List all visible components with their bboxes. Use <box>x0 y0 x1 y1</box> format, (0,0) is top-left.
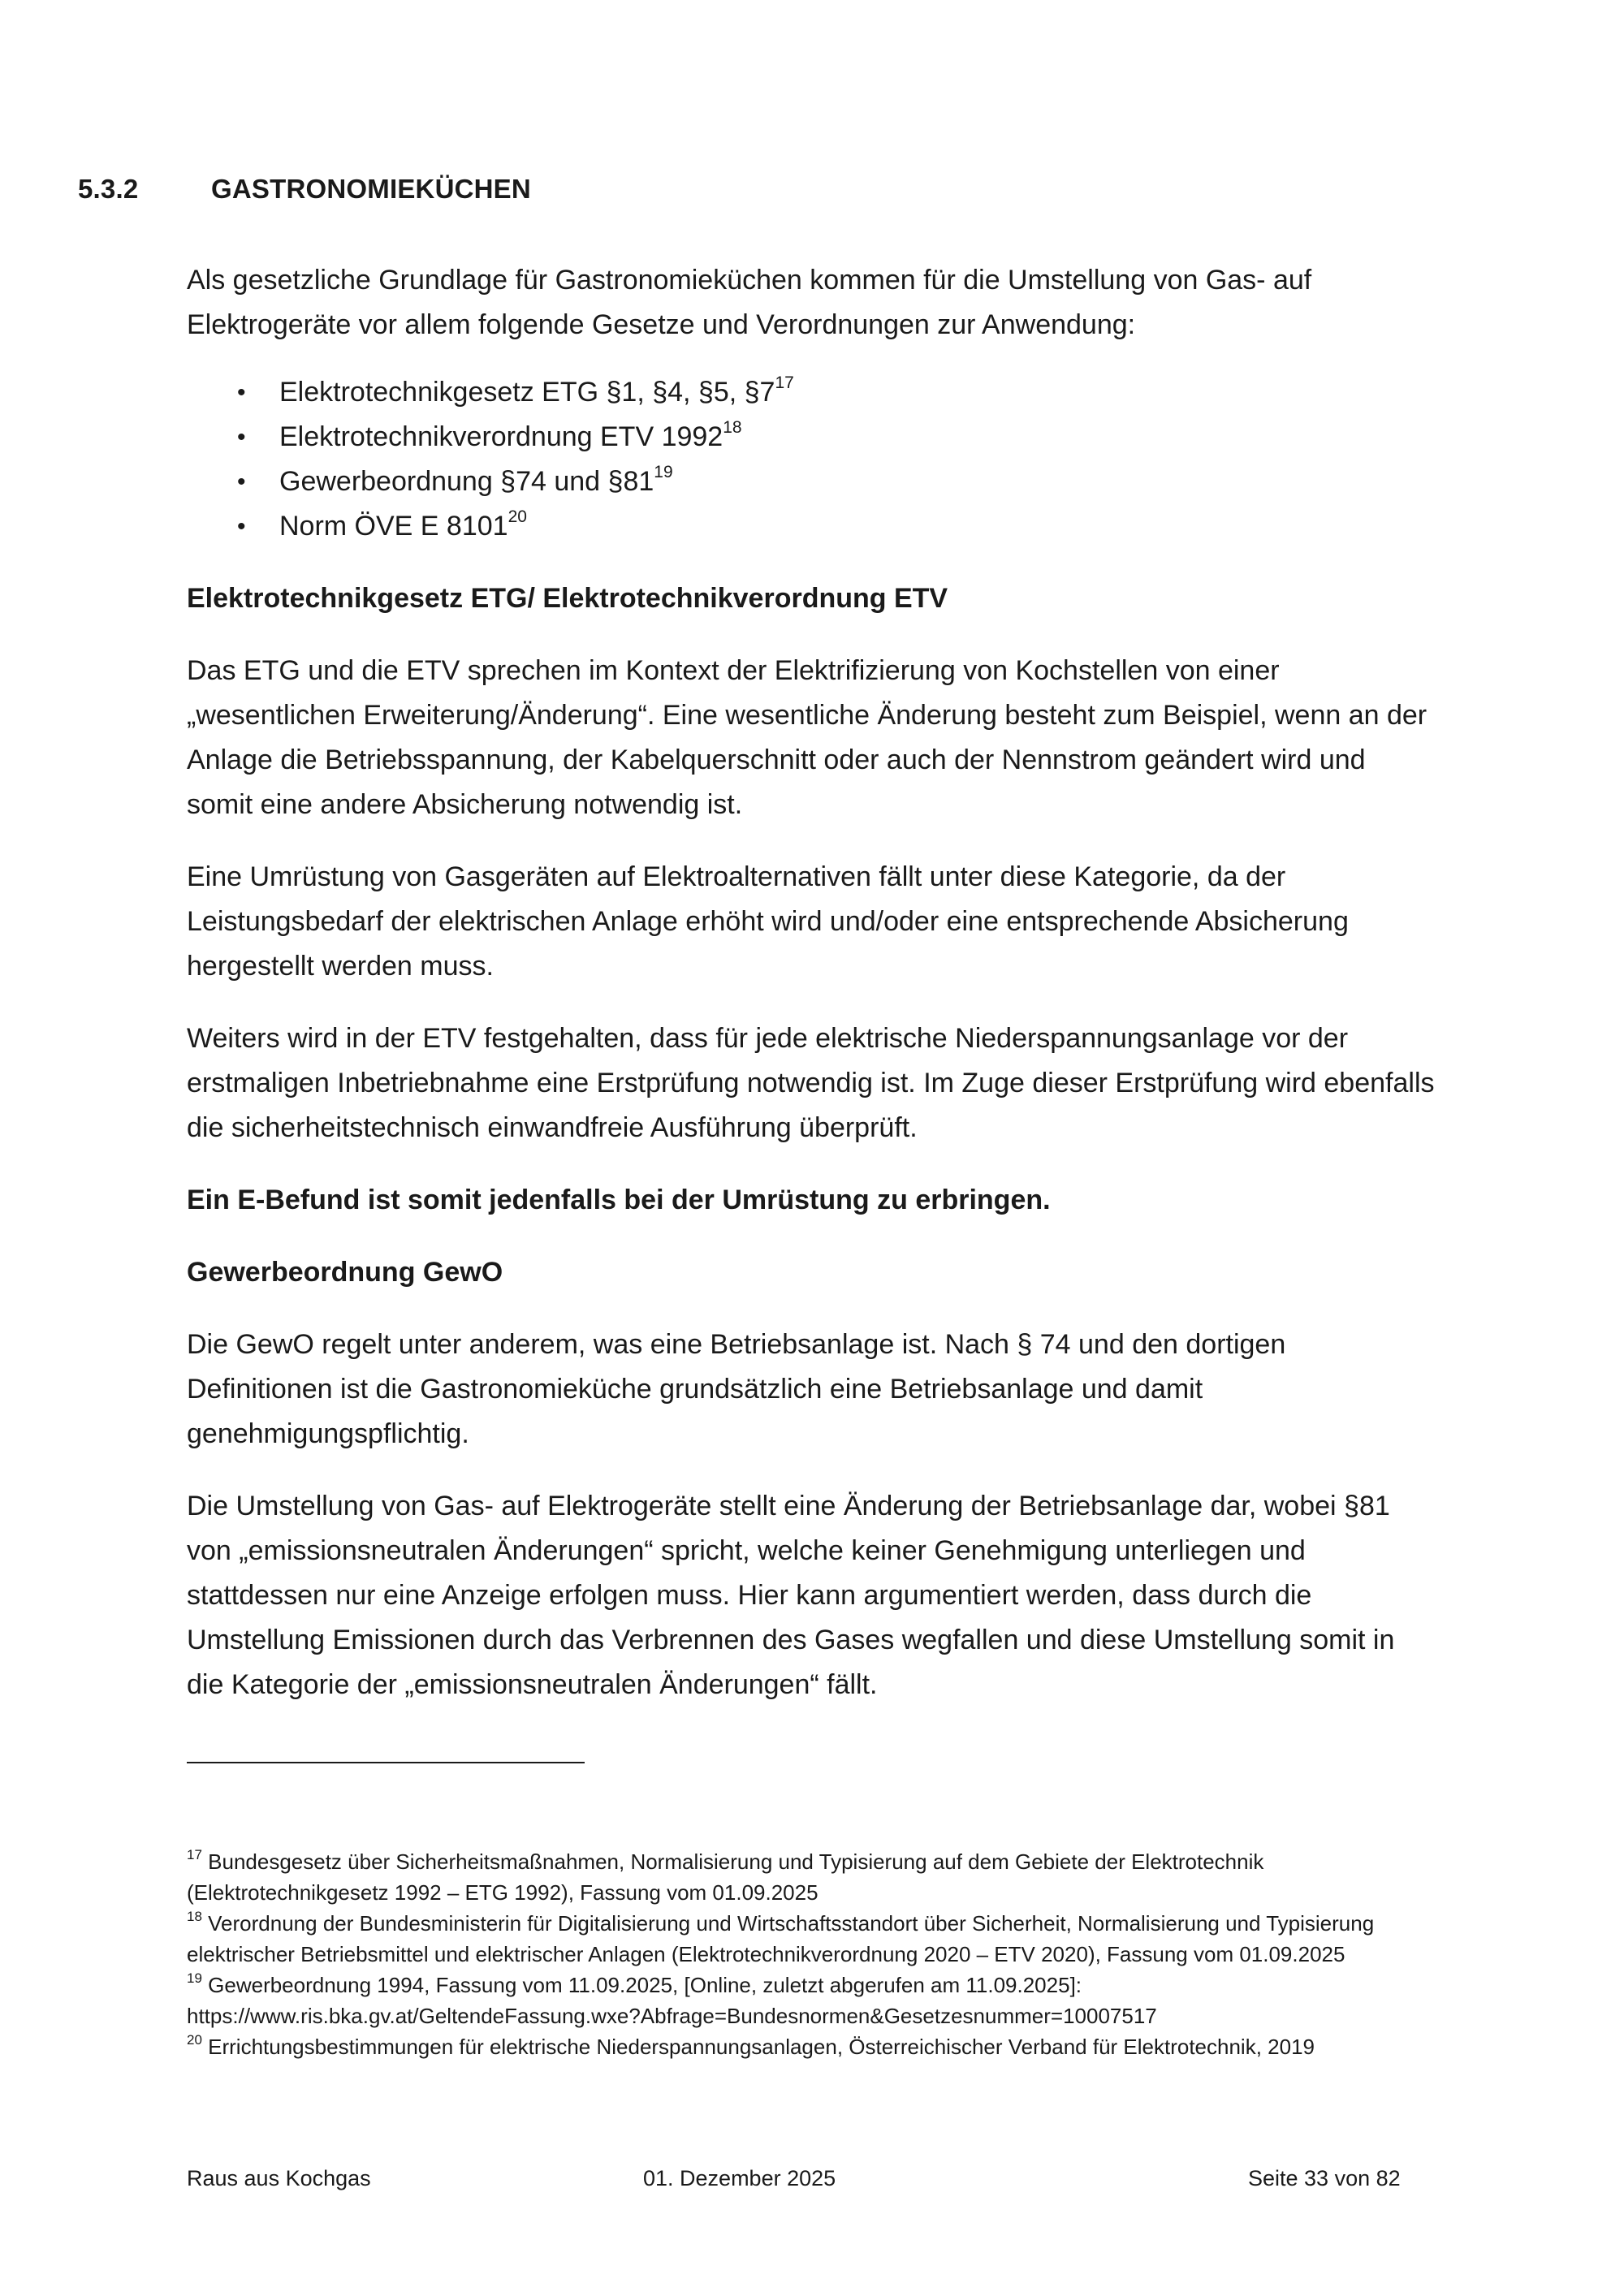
list-item <box>187 460 1437 504</box>
gewo-subheading: Gewerbeordnung GewO <box>187 1257 503 1288</box>
footnote-text: Errichtungsbestimmungen für elektrische Niederspannungsanlagen, Österreichischer Verband für Elektrotechnik, 2019 <box>201 2035 1315 2059</box>
footnote-ref[interactable]: 18 <box>723 418 742 437</box>
footnote-number: 18 <box>187 1909 202 1924</box>
gewo-paragraph-2: Die Umstellung von Gas- auf Elektrogeräte stellt eine Änderung der Betriebsanlage dar, wobei §81 von „emissionsneutralen Änderungen“ spricht, welche keiner Genehmigung unterliegen und stattdessen nur eine Anzeige erfolgen muss. Hier kann argumentiert werden, dass durch die Umstellung Emissionen durch das Verbrennen des Gases wegfallen und diese Umstellung somit in die Kategorie der „emissionsneutralen Änderungen“ fällt. <box>187 1491 1395 1700</box>
footnote <box>187 1846 1453 1908</box>
etg-paragraph-3: Weiters wird in der ETV festgehalten, dass für jede elektrische Niederspannungsanlage vor der erstmaligen Inbetriebnahme eine Erstprüfung notwendig ist. Im Zuge dieser Erstprüfung wird ebenfalls die sicherheitstechnisch einwandfreie Ausführung überprüft. <box>187 1023 1435 1143</box>
list-item <box>187 504 1437 549</box>
bullet-icon: • <box>237 468 246 495</box>
bullet-icon: • <box>237 379 246 406</box>
footnote <box>187 1970 1453 2031</box>
etg-paragraph-1: Das ETG und die ETV sprechen im Kontext der Elektrifizierung von Kochstellen von einer „wesentlichen Erweiterung/Änderung“. Eine wesentliche Änderung besteht zum Beispiel, wenn an der Anlage die Betriebsspannung, der Kabelquerschnitt oder auch der Nennstrom geändert wird und somit eine andere Absicherung notwendig ist. <box>187 655 1427 820</box>
list-item-text: Norm ÖVE E 8101 <box>279 511 508 542</box>
list-item-text: Elektrotechnikgesetz ETG §1, §4, §5, §7 <box>279 377 775 408</box>
footnote <box>187 1908 1453 1970</box>
footnote-ref[interactable]: 19 <box>654 463 673 481</box>
law-list <box>187 370 1437 549</box>
body-content <box>187 258 1437 1735</box>
section-heading <box>78 174 531 205</box>
section-title: GASTRONOMIEKÜCHEN <box>211 174 531 204</box>
footnote-number: 19 <box>187 1970 202 1986</box>
footnote-number: 17 <box>187 1847 202 1862</box>
section-number: 5.3.2 <box>78 174 139 204</box>
bullet-icon: • <box>237 424 246 451</box>
footer-document-title: Raus aus Kochgas <box>187 2166 371 2190</box>
footnote-text: Gewerbeordnung 1994, Fassung vom 11.09.2025, [Online, zuletzt abgerufen am 11.09.2025]: https://www.ris.bka.gv.at/GeltendeFassung.wxe?Abfrage=Bundesnormen&Gesetzesnummer=10007517 <box>187 1973 1157 2028</box>
bullet-icon: • <box>237 513 246 540</box>
footnote-text: Bundesgesetz über Sicherheitsmaßnahmen, Normalisierung und Typisierung auf dem Gebiete der Elektrotechnik (Elektrotechnikgesetz 1992 – ETG 1992), Fassung vom 01.09.2025 <box>187 1849 1264 1905</box>
footnote-divider <box>187 1762 585 1763</box>
list-item-text: Gewerbeordnung §74 und §81 <box>279 466 654 497</box>
footnote-ref[interactable]: 17 <box>775 373 794 392</box>
footer-page-number: Seite 33 von 82 <box>1248 2166 1401 2190</box>
footnotes <box>187 1846 1453 2062</box>
etg-paragraph-2: Eine Umrüstung von Gasgeräten auf Elektroalternativen fällt unter diese Kategorie, da der Leistungsbedarf der elektrischen Anlage erhöht wird und/oder eine entsprechende Absicherung hergestellt werden muss. <box>187 861 1349 982</box>
etg-subheading: Elektrotechnikgesetz ETG/ Elektrotechnikverordnung ETV <box>187 583 948 614</box>
intro-paragraph: Als gesetzliche Grundlage für Gastronomieküchen kommen für die Umstellung von Gas- auf Elektrogeräte vor allem folgende Gesetze und Verordnungen zur Anwendung: <box>187 265 1312 340</box>
list-item <box>187 370 1437 415</box>
etg-conclusion: Ein E-Befund ist somit jedenfalls bei der Umrüstung zu erbringen. <box>187 1185 1051 1215</box>
footnote-text: Verordnung der Bundesministerin für Digitalisierung und Wirtschaftsstandort über Sicherheit, Normalisierung und Typisierung elektrischer Betriebsmittel und elektrischer Anlagen (Elektrotechnikverordnung 2020 – ETV 2020), Fassung vom 01.09.2025 <box>187 1911 1375 1966</box>
footnote <box>187 2031 1453 2062</box>
list-item-text: Elektrotechnikverordnung ETV 1992 <box>279 421 723 452</box>
footnote-ref[interactable]: 20 <box>508 507 527 526</box>
footnote-number: 20 <box>187 2032 202 2048</box>
list-item <box>187 415 1437 460</box>
footer-date: 01. Dezember 2025 <box>643 2166 836 2190</box>
gewo-paragraph-1: Die GewO regelt unter anderem, was eine Betriebsanlage ist. Nach § 74 und den dortigen Definitionen ist die Gastronomieküche grundsätzlich eine Betriebsanlage und damit genehmigungspflichtig. <box>187 1329 1286 1449</box>
